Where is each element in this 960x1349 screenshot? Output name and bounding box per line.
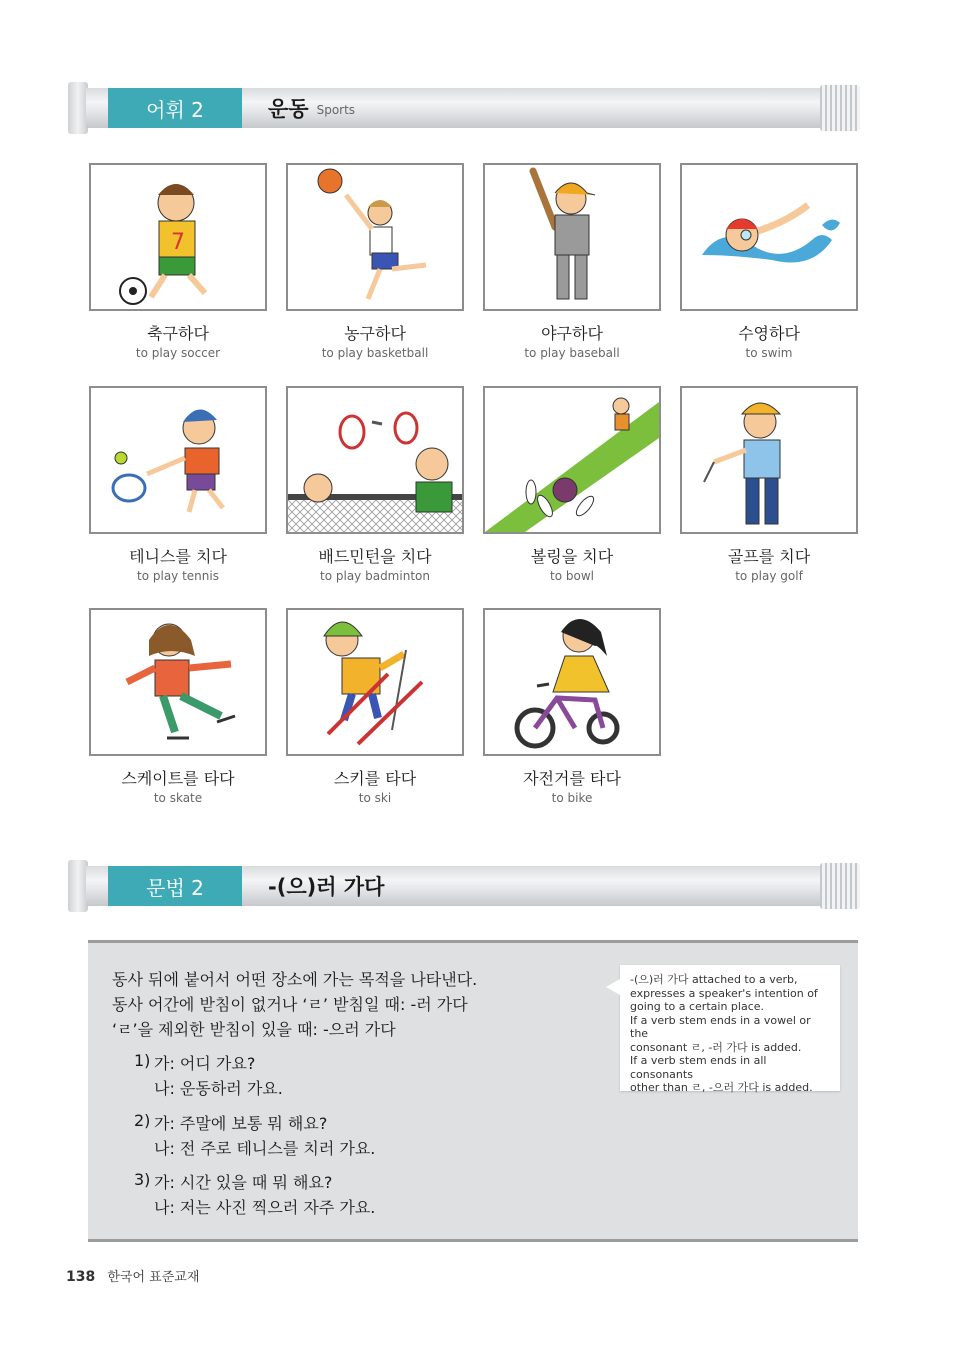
grammar-line: 동사 뒤에 붙어서 어떤 장소에 가는 목적을 나타낸다. xyxy=(112,970,478,989)
vocab-card xyxy=(89,163,267,360)
card-label-en: to play golf xyxy=(735,569,803,583)
card-label-ko: 축구하다 xyxy=(147,324,209,343)
note-line: If a verb stem ends in all consonants xyxy=(630,1054,767,1081)
card-label-en: to swim xyxy=(745,346,793,360)
card-label-en: to skate xyxy=(153,791,203,805)
example-answer: 나: 저는 사진 찍으러 자주 가요. xyxy=(154,1198,376,1217)
example-number: 3) xyxy=(134,1170,151,1189)
vocab-card xyxy=(89,386,267,583)
badminton-icon xyxy=(286,386,464,534)
vocab-section-title: 운동 Sports xyxy=(268,97,356,121)
page-number: 138 xyxy=(66,1269,96,1285)
vocab-card xyxy=(286,386,464,583)
card-label-ko: 자전거를 타다 xyxy=(523,769,621,788)
card-label-en: to play badminton xyxy=(320,569,430,583)
example-question: 가: 주말에 보통 뭐 해요? xyxy=(154,1114,328,1133)
example-number: 1) xyxy=(134,1051,151,1070)
card-label-en: to bowl xyxy=(550,569,594,583)
golf-icon xyxy=(680,386,858,534)
card-label-en: to ski xyxy=(358,791,392,805)
skate-icon xyxy=(89,608,267,756)
baseball-icon xyxy=(483,163,661,311)
vocab-card xyxy=(483,608,661,805)
card-label-en: to play soccer xyxy=(135,346,221,360)
note-line: -(으)러 가다 attached to a verb, xyxy=(630,973,798,986)
vocab-card xyxy=(483,163,661,360)
bowling-icon xyxy=(483,386,661,534)
example-answer: 나: 운동하러 가요. xyxy=(154,1079,283,1098)
note-line: going to a certain place. xyxy=(630,1000,765,1013)
card-label-ko: 스케이트를 타다 xyxy=(121,769,235,788)
card-label-ko: 배드민턴을 치다 xyxy=(318,547,432,566)
vocab-card xyxy=(483,386,661,583)
card-label-ko: 볼링을 치다 xyxy=(530,547,614,566)
vocab-section-tag: 어휘 2 xyxy=(108,88,242,128)
note-line: If a verb stem ends in a vowel or the xyxy=(630,1013,811,1040)
example-question: 가: 어디 가요? xyxy=(154,1054,256,1073)
book-title: 한국어 표준교재 xyxy=(107,1270,200,1285)
ski-icon xyxy=(286,608,464,756)
svg-text:7: 7 xyxy=(171,230,185,255)
grammar-line: ‘ㄹ’을 제외한 받침이 있을 때: -으러 가다 xyxy=(112,1020,396,1039)
example-question: 가: 시간 있을 때 뭐 해요? xyxy=(154,1173,333,1192)
vocab-card xyxy=(680,163,858,360)
vocab-section-subtitle: Sports xyxy=(316,103,356,117)
grammar-section-header xyxy=(68,860,860,912)
note-line: consonant ㄹ, -러 가다 is added. xyxy=(630,1040,802,1054)
grammar-line: 동사 어간에 받침이 없거나 ‘ㄹ’ 받침일 때: -러 가다 xyxy=(112,995,468,1014)
card-label-ko: 골프를 치다 xyxy=(727,547,811,566)
swim-icon xyxy=(680,163,858,311)
grammar-box xyxy=(88,940,858,1242)
vocab-card xyxy=(680,386,858,583)
card-label-en: to play basketball xyxy=(321,346,429,360)
card-label-ko: 야구하다 xyxy=(541,324,603,343)
card-label-ko: 수영하다 xyxy=(738,324,800,343)
page-footer xyxy=(66,1266,199,1285)
card-label-ko: 스키를 타다 xyxy=(333,769,417,788)
card-label-en: to play tennis xyxy=(137,569,219,583)
vocab-card xyxy=(89,608,267,805)
basketball-icon xyxy=(286,163,464,311)
example-answer: 나: 전 주로 테니스를 치러 가요. xyxy=(154,1139,376,1158)
english-note-bubble xyxy=(620,965,840,1094)
card-label-en: to bike xyxy=(551,791,593,805)
vocab-section-header xyxy=(68,82,860,134)
example-number: 2) xyxy=(134,1111,151,1130)
card-label-ko: 농구하다 xyxy=(344,324,406,343)
grammar-section-tag: 문법 2 xyxy=(108,866,242,906)
vocab-card xyxy=(286,608,464,805)
soccer-icon xyxy=(89,163,267,311)
bike-icon xyxy=(483,608,661,756)
note-line: expresses a speaker's intention of xyxy=(630,986,818,1000)
card-label-en: to play baseball xyxy=(524,346,620,360)
card-label-ko: 테니스를 치다 xyxy=(129,547,227,566)
tennis-icon xyxy=(89,386,267,534)
grammar-section-title: -(으)러 가다 xyxy=(268,875,385,899)
note-line: other than ㄹ, -으러 가다 is added. xyxy=(630,1081,813,1094)
vocab-card xyxy=(286,163,464,360)
